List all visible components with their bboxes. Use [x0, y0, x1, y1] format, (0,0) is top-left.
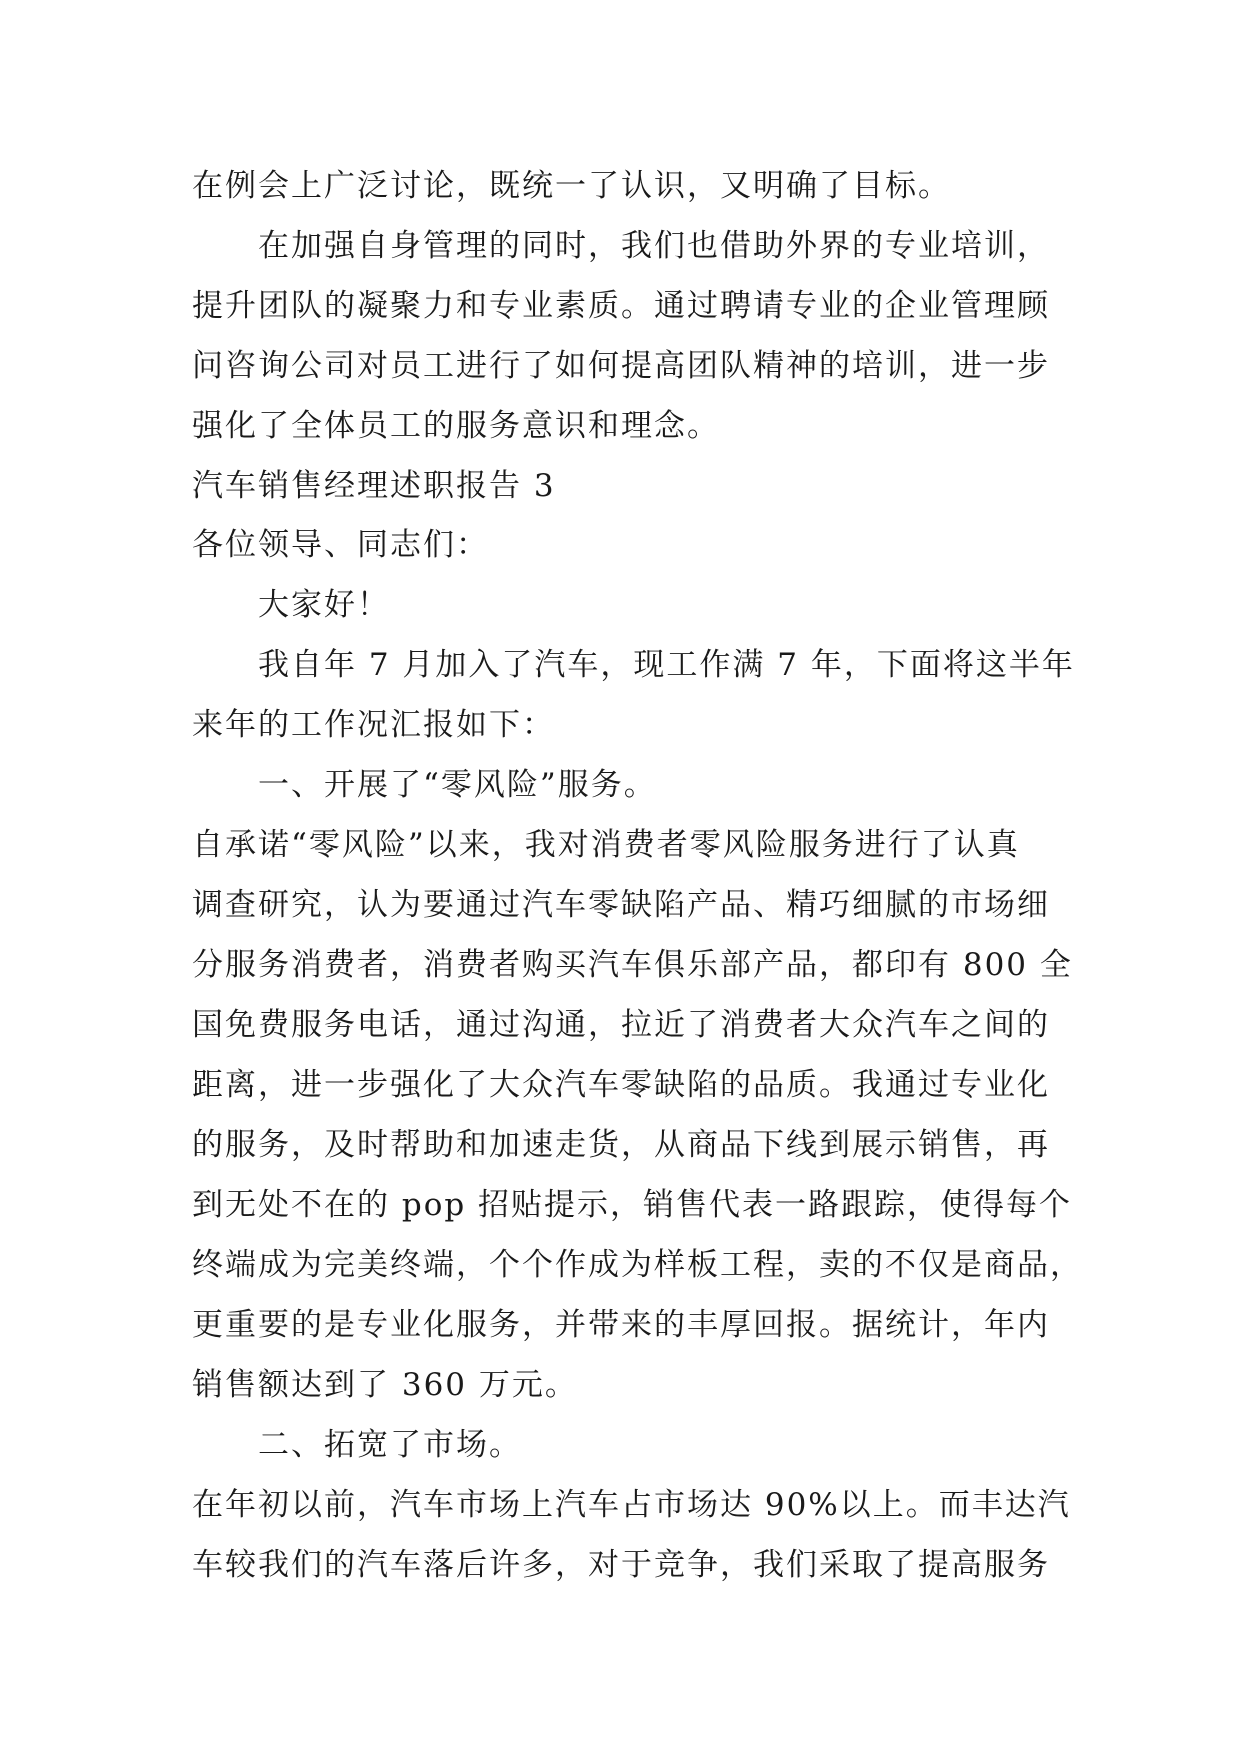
- subsection-heading: 一、开展了“零风险”服务。: [258, 767, 657, 803]
- body-text-line: 分服务消费者，消费者购买汽车俱乐部产品，都印有 800 全: [192, 947, 1073, 983]
- body-text-line: 到无处不在的 pop 招贴提示，销售代表一路跟踪，使得每个: [192, 1187, 1073, 1223]
- body-text-line: 国免费服务电话，通过沟通，拉近了消费者大众汽车之间的: [192, 1007, 1050, 1043]
- subsection-heading: 二、拓宽了市场。: [258, 1427, 522, 1463]
- body-text-line: 提升团队的凝聚力和专业素质。通过聘请专业的企业管理顾: [192, 288, 1050, 324]
- body-text-line: 更重要的是专业化服务，并带来的丰厚回报。据统计，年内: [192, 1307, 1050, 1343]
- body-text-line: 问咨询公司对员工进行了如何提高团队精神的培训，进一步: [192, 348, 1050, 384]
- body-text-line: 在年初以前，汽车市场上汽车占市场达 90%以上。而丰达汽: [192, 1487, 1071, 1523]
- body-text-line: 自承诺“零风险”以来，我对消费者零风险服务进行了认真: [192, 827, 1020, 863]
- body-text-line: 的服务，及时帮助和加速走货，从商品下线到展示销售，再: [192, 1127, 1050, 1163]
- salutation: 各位领导、同志们：: [192, 527, 489, 563]
- body-text-line: 在例会上广泛讨论，既统一了认识，又明确了目标。: [192, 168, 951, 204]
- body-text-line: 调查研究，认为要通过汽车零缺陷产品、精巧细腻的市场细: [192, 887, 1050, 923]
- section-title: 汽车销售经理述职报告 3: [192, 468, 556, 504]
- body-text-line: 车较我们的汽车落后许多，对于竞争，我们采取了提高服务: [192, 1547, 1050, 1583]
- body-text-line: 距离，进一步强化了大众汽车零缺陷的品质。我通过专业化: [192, 1067, 1050, 1103]
- paragraph-start-line: 在加强自身管理的同时，我们也借助外界的专业培训，: [258, 228, 1050, 264]
- body-text-line: 销售额达到了 360 万元。: [192, 1367, 578, 1403]
- body-text-line: 来年的工作况汇报如下：: [192, 707, 555, 743]
- greeting: 大家好！: [258, 587, 390, 623]
- body-text-line: 终端成为完美终端，个个作成为样板工程，卖的不仅是商品，: [192, 1247, 1083, 1283]
- paragraph-start-line: 我自年 7 月加入了汽车，现工作满 7 年，下面将这半年: [258, 647, 1075, 683]
- body-text-line: 强化了全体员工的服务意识和理念。: [192, 408, 720, 444]
